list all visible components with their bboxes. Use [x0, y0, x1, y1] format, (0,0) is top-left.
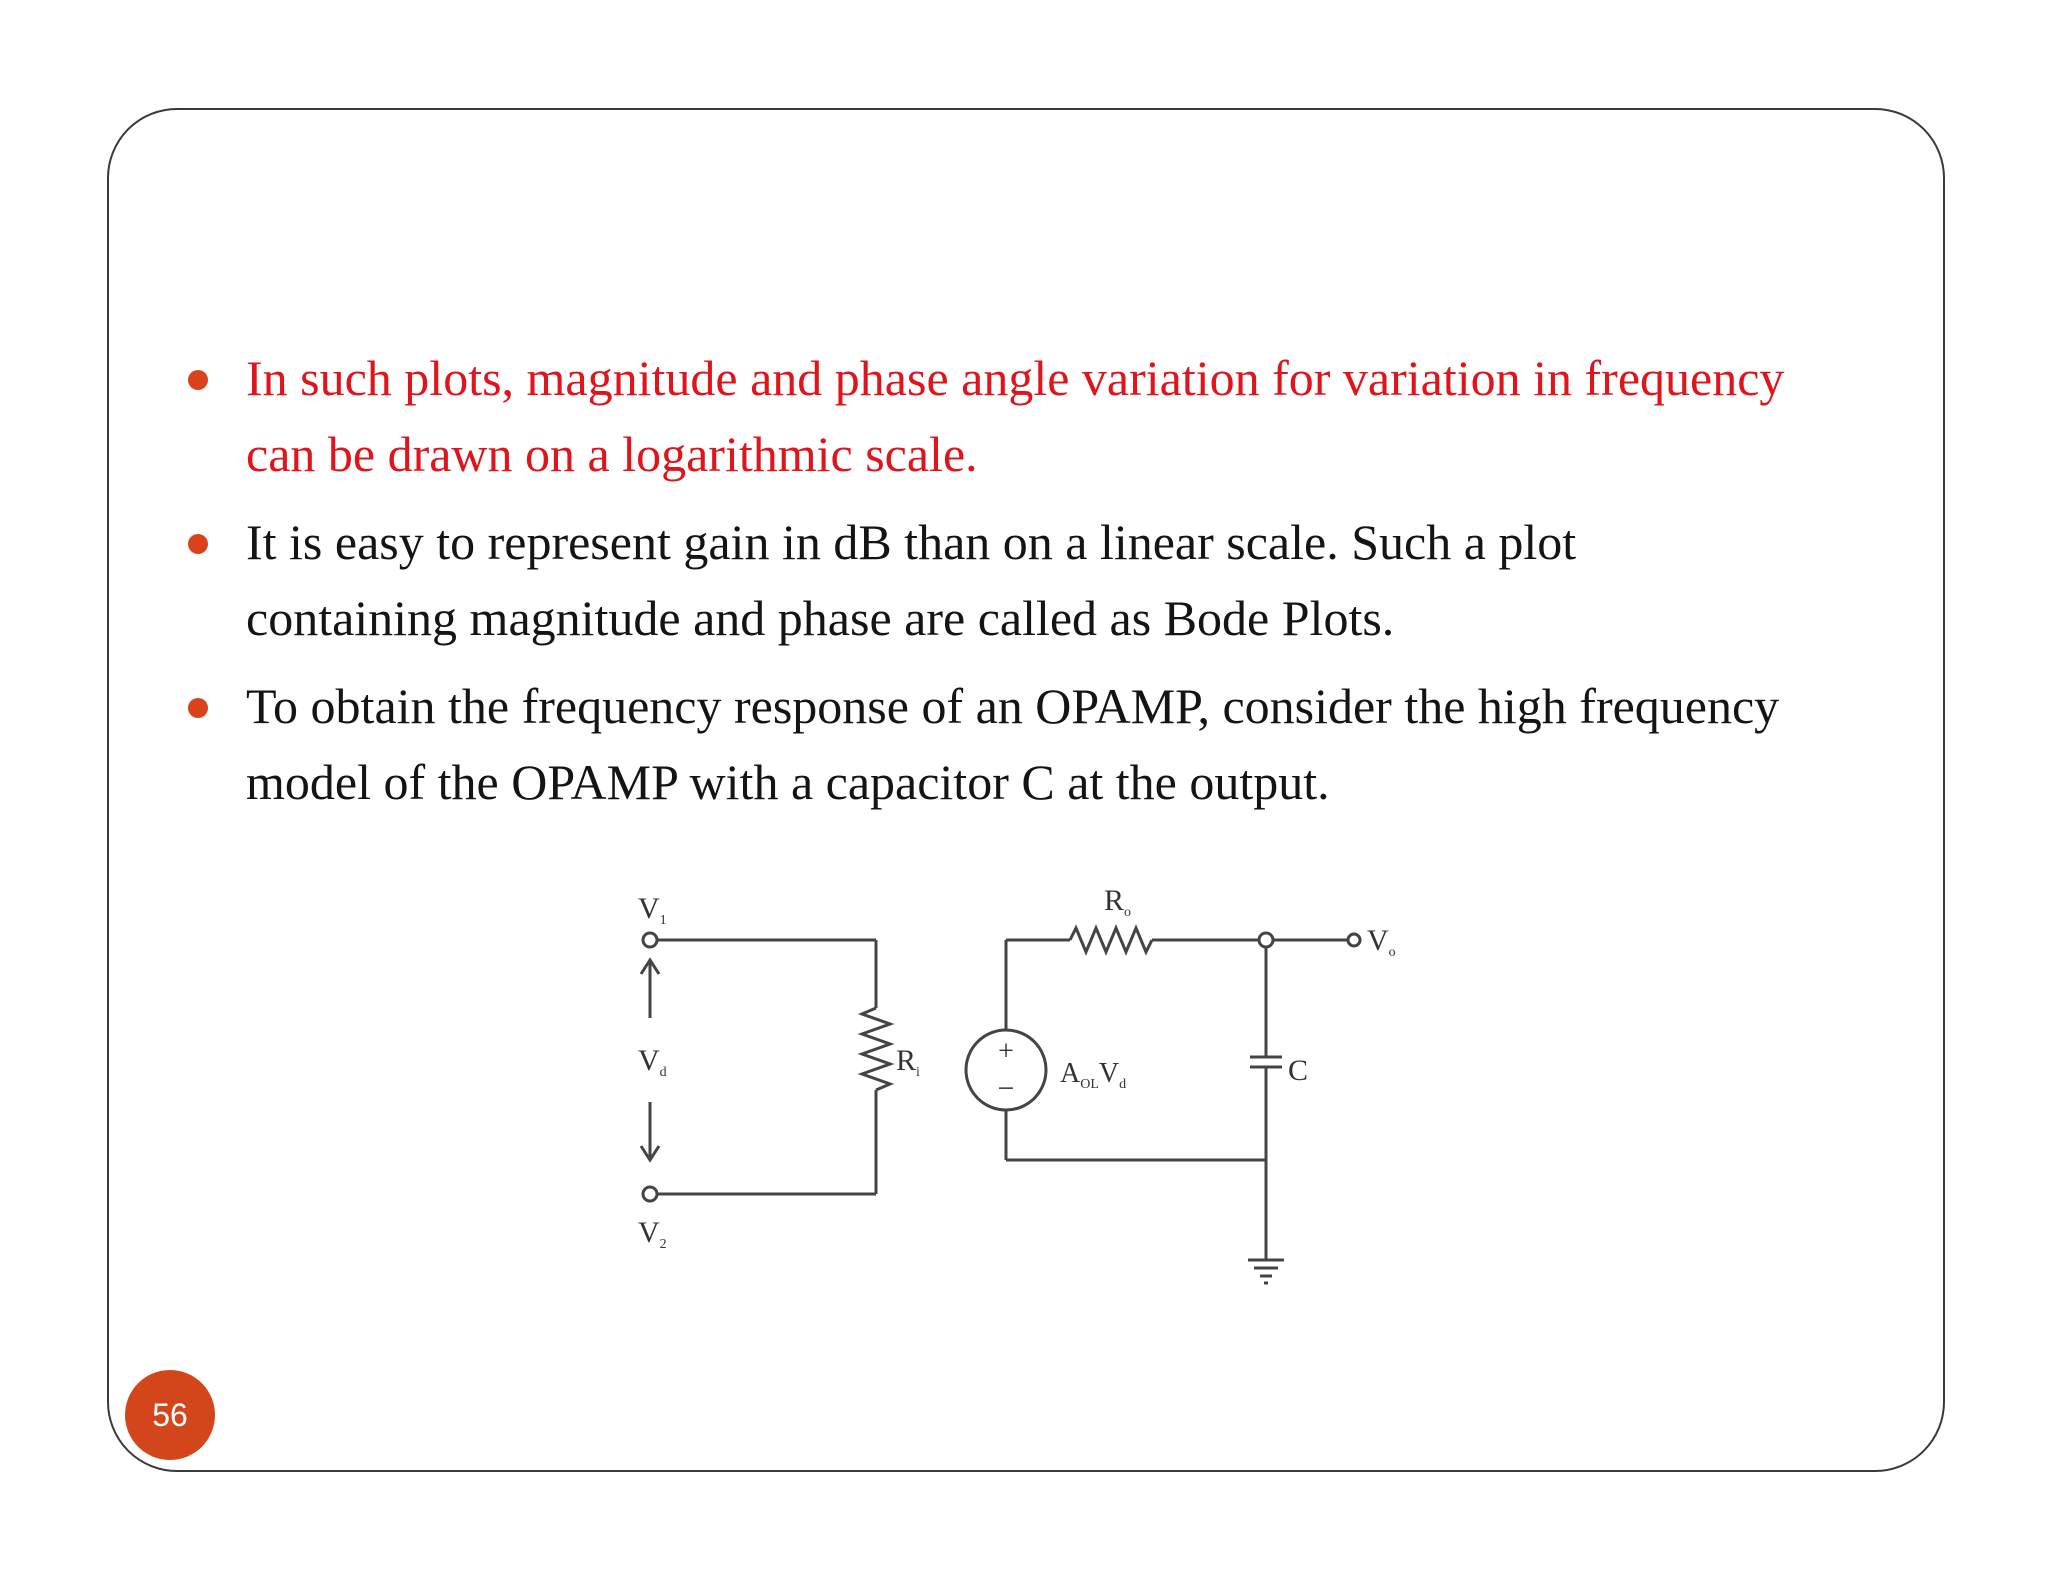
- ro-resistor: [1070, 928, 1152, 952]
- source-minus-sign: −: [997, 1072, 1015, 1105]
- bullet-item: [172, 340, 1792, 492]
- v2-label: $V_2$: [638, 1216, 667, 1252]
- bullet-item: [172, 668, 1792, 820]
- page-number-badge: 56: [125, 1370, 215, 1460]
- source-plus-sign: +: [998, 1036, 1014, 1067]
- v2-terminal: [643, 1187, 657, 1201]
- vd-label: $V_d$: [638, 1044, 667, 1080]
- vo-terminal: [1348, 934, 1360, 946]
- bullet-text: To obtain the frequency response of an OPAMP, consider the high frequency model of the OPAMP with a capacitor C at the output.: [246, 678, 1780, 810]
- source-gain-label: $A_{OL}V_d$: [1060, 1058, 1127, 1092]
- output-node: [1259, 933, 1273, 947]
- opamp-high-frequency-model-diagram: [610, 870, 1420, 1300]
- v1-label: $V_1$: [638, 892, 667, 928]
- bullet-dot-icon: [188, 698, 208, 718]
- capacitor-label: C: [1288, 1054, 1309, 1087]
- bullet-dot-icon: [188, 370, 208, 390]
- bullet-item: [172, 504, 1792, 656]
- ri-resistor: [862, 1008, 890, 1090]
- vo-label: $V_o$: [1367, 924, 1396, 960]
- v1-terminal: [643, 933, 657, 947]
- bullet-dot-icon: [188, 534, 208, 554]
- bullet-text: It is easy to represent gain in dB than on a linear scale. Such a plot containing magnitude and phase are called as Bode Plots.: [246, 514, 1577, 646]
- bullet-text: In such plots, magnitude and phase angle variation for variation in frequency can be drawn on a logarithmic scale.: [246, 350, 1785, 482]
- bullet-list: [172, 340, 1792, 832]
- ri-label: $R_i$: [896, 1044, 920, 1080]
- ro-label: $R_o$: [1104, 884, 1132, 920]
